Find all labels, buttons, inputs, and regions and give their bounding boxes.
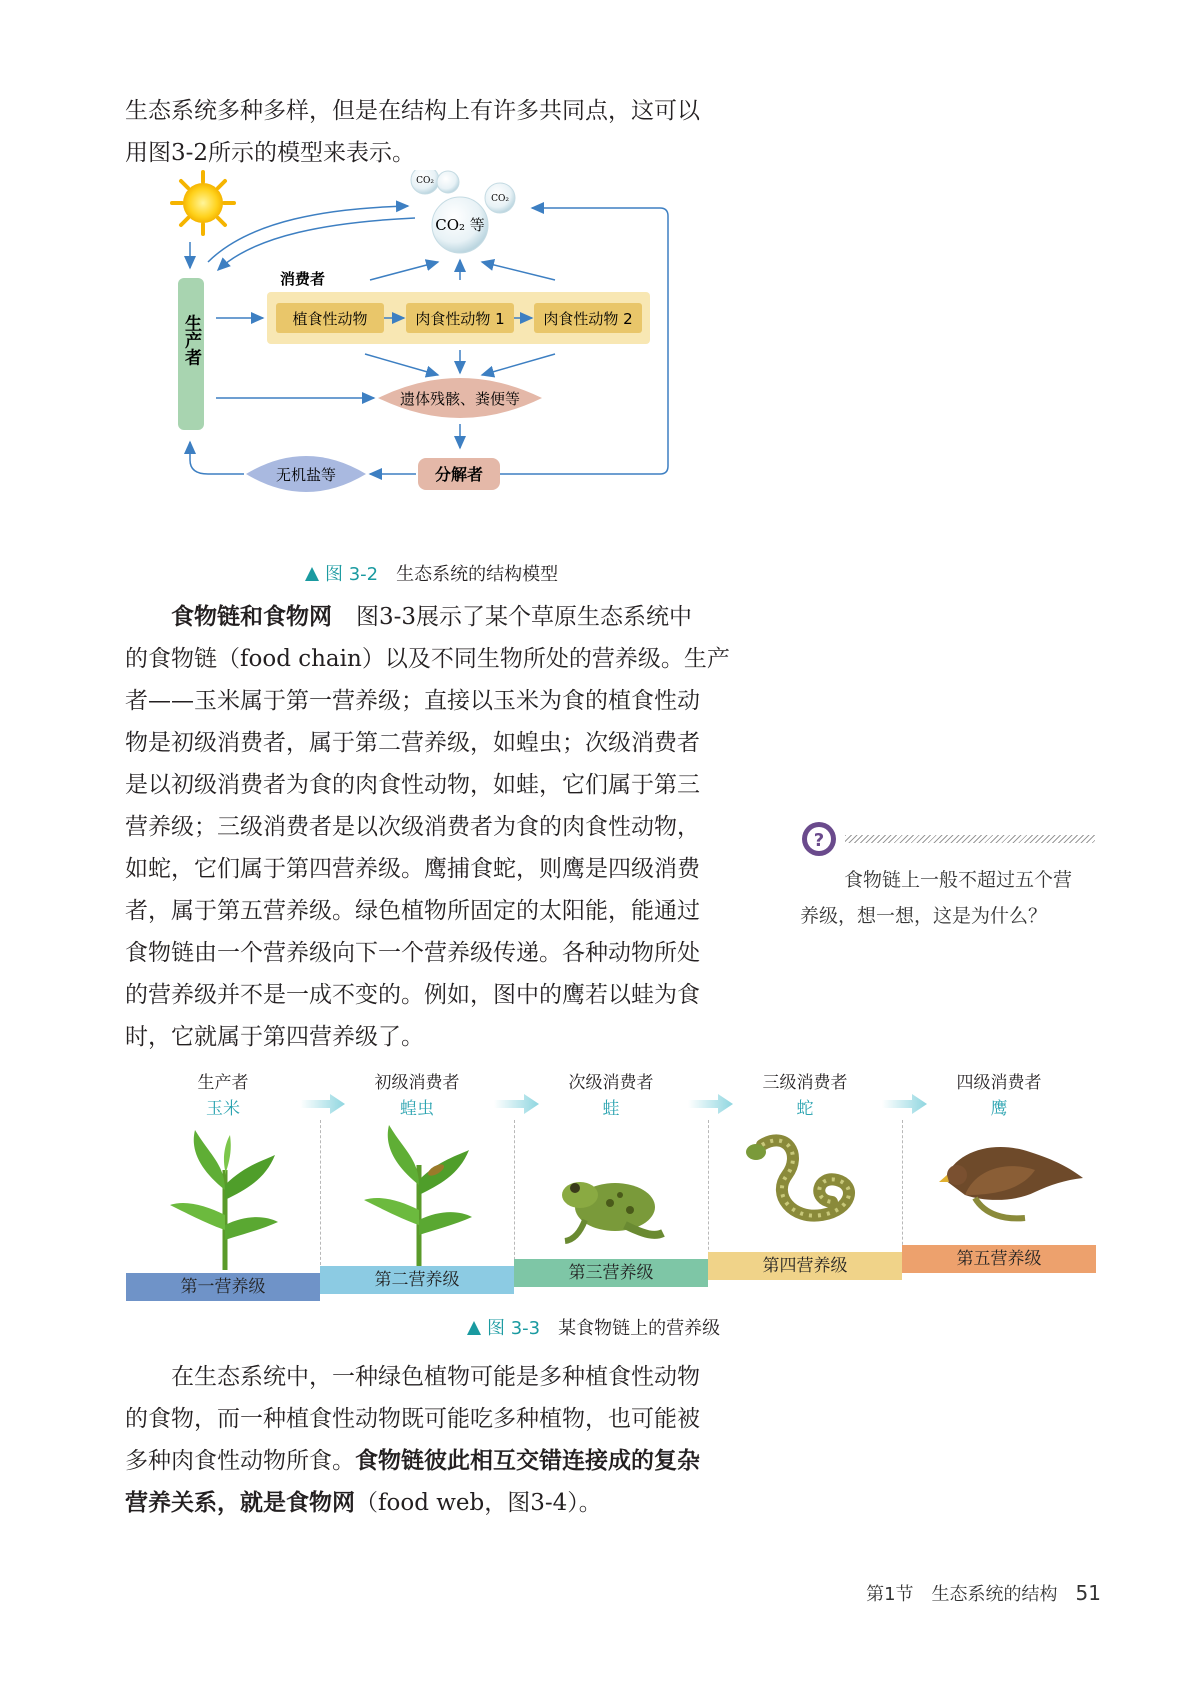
carnivore1-label: 肉食性动物 1 — [415, 310, 505, 328]
frog-icon — [555, 1165, 665, 1245]
trophic-level-bar — [514, 1259, 708, 1287]
para2-line-3: 物是初级消费者，属于第二营养级，如蝗虫；次级消费者 — [125, 730, 700, 756]
stage-arrows — [0, 1090, 1191, 1120]
stage-organism: 蝗虫 — [400, 1099, 434, 1119]
para3-line-3b: 食物链彼此相互交错连接成的复杂 — [355, 1448, 700, 1474]
stage-organism: 蛙 — [602, 1099, 620, 1119]
snake-icon — [742, 1130, 872, 1240]
stage-organism: 鹰 — [990, 1099, 1008, 1119]
caption-text: 生态系统的结构模型 — [396, 564, 559, 585]
stage-separator — [514, 1120, 515, 1265]
stage-role: 次级消费者 — [568, 1073, 654, 1093]
locust-on-corn-icon — [364, 1125, 474, 1270]
para2-line-5: 营养级；三级消费者是以次级消费者为食的肉食性动物， — [125, 814, 700, 840]
remains-label: 遗体残骸、粪便等 — [399, 390, 521, 408]
co2-main-label: CO₂ 等 — [435, 216, 485, 234]
sun-icon — [172, 172, 234, 234]
sidebar-line-1: 食物链上一般不超过五个营 — [844, 869, 1073, 891]
herbivore-label: 植食性动物 — [292, 310, 368, 328]
right-arrow-icon — [688, 1094, 733, 1114]
right-arrow-icon — [882, 1094, 927, 1114]
carnivore2-label: 肉食性动物 2 — [543, 310, 633, 328]
producer-label: 生产者 — [181, 314, 201, 366]
stage-role: 四级消费者 — [956, 1073, 1042, 1093]
thinking-icon — [800, 820, 838, 858]
stage-separator — [320, 1120, 321, 1265]
right-arrow-icon — [300, 1094, 345, 1114]
stage-separator — [902, 1120, 903, 1265]
svg-text:?: ? — [813, 830, 825, 851]
caption-triangle-icon — [305, 567, 319, 581]
sidebar-question — [800, 862, 1100, 934]
trophic-level-label: 第五营养级 — [956, 1249, 1042, 1269]
caption-text: 某食物链上的营养级 — [558, 1318, 721, 1339]
figure-3-2-diagram — [160, 170, 730, 540]
para2-line-7: 者，属于第五营养级。绿色植物所固定的太阳能，能通过 — [125, 898, 700, 924]
footer-section: 第1节 生态系统的结构 — [866, 1584, 1058, 1605]
intro-line-2: 用图3-2所示的模型来表示。 — [125, 140, 416, 166]
para2-line-8: 食物链由一个营养级向下一个营养级传递。各种动物所处 — [125, 940, 700, 966]
corn-icon — [170, 1130, 280, 1270]
trophic-level-label: 第三营养级 — [568, 1263, 654, 1283]
trophic-level-bar — [320, 1266, 514, 1294]
stage-role: 初级消费者 — [374, 1073, 460, 1093]
trophic-level-label: 第一营养级 — [180, 1277, 266, 1297]
co2-small-label-2: CO₂ — [491, 194, 509, 204]
paragraph-food-web — [125, 1356, 745, 1524]
stage-role: 生产者 — [197, 1073, 249, 1093]
figure-3-3-caption — [467, 1314, 720, 1340]
decomposer-label: 分解者 — [434, 465, 484, 484]
para3-line-4a: 营养关系，就是食物网 — [125, 1490, 355, 1516]
para2-line-6: 如蛇，它们属于第四营养级。鹰捕食蛇，则鹰是四级消费 — [125, 856, 700, 882]
para3-line-2: 的食物，而一种植食性动物既可能吃多种植物，也可能被 — [125, 1406, 700, 1432]
co2-small-label: CO₂ — [416, 176, 434, 186]
stage-organism: 蛇 — [796, 1099, 814, 1119]
trophic-level-label: 第四营养级 — [762, 1256, 848, 1276]
para3-line-3a: 多种肉食性动物所食。 — [125, 1448, 355, 1474]
caption-number: 图 3-3 — [487, 1318, 541, 1339]
stage-role: 三级消费者 — [762, 1073, 848, 1093]
trophic-level-bar — [708, 1252, 902, 1280]
caption-number: 图 3-2 — [325, 564, 379, 585]
para2-line-0: 图3-3展示了某个草原生态系统中 — [356, 604, 693, 630]
page-footer — [866, 1580, 1101, 1606]
minerals-label: 无机盐等 — [275, 466, 337, 484]
trophic-level-bar — [902, 1245, 1096, 1273]
consumers-label: 消费者 — [280, 270, 326, 288]
intro-line-1: 生态系统多种多样，但是在结构上有许多共同点，这可以 — [125, 98, 700, 124]
para2-line-10: 时，它就属于第四营养级了。 — [125, 1024, 424, 1050]
figure-3-2-caption — [305, 560, 558, 586]
caption-triangle-icon — [467, 1321, 481, 1335]
sidebar-line-2: 养级，想一想，这是为什么？ — [800, 905, 1048, 927]
paragraph-food-chain — [125, 596, 745, 1058]
eagle-icon — [935, 1130, 1085, 1230]
trophic-level-bar — [126, 1273, 320, 1301]
stage-organism: 玉米 — [206, 1099, 240, 1119]
para2-line-4: 是以初级消费者为食的肉食性动物，如蛙，它们属于第三 — [125, 772, 700, 798]
right-arrow-icon — [494, 1094, 539, 1114]
trophic-level-label: 第二营养级 — [374, 1270, 460, 1290]
para2-line-9: 的营养级并不是一成不变的。例如，图中的鹰若以蛙为食 — [125, 982, 700, 1008]
para2-line-1: 的食物链（food chain）以及不同生物所处的营养级。生产 — [125, 646, 730, 672]
page-number: 51 — [1075, 1581, 1101, 1605]
para3-line-1: 在生态系统中，一种绿色植物可能是多种植食性动物 — [171, 1364, 700, 1390]
section-heading: 食物链和食物网 — [171, 604, 332, 630]
stage-separator — [708, 1120, 709, 1265]
para3-line-4b: （food web，图3-4）。 — [355, 1490, 602, 1516]
para2-line-2: 者——玉米属于第一营养级；直接以玉米为食的植食性动 — [125, 688, 700, 714]
sidebar-hatch — [845, 835, 1095, 843]
